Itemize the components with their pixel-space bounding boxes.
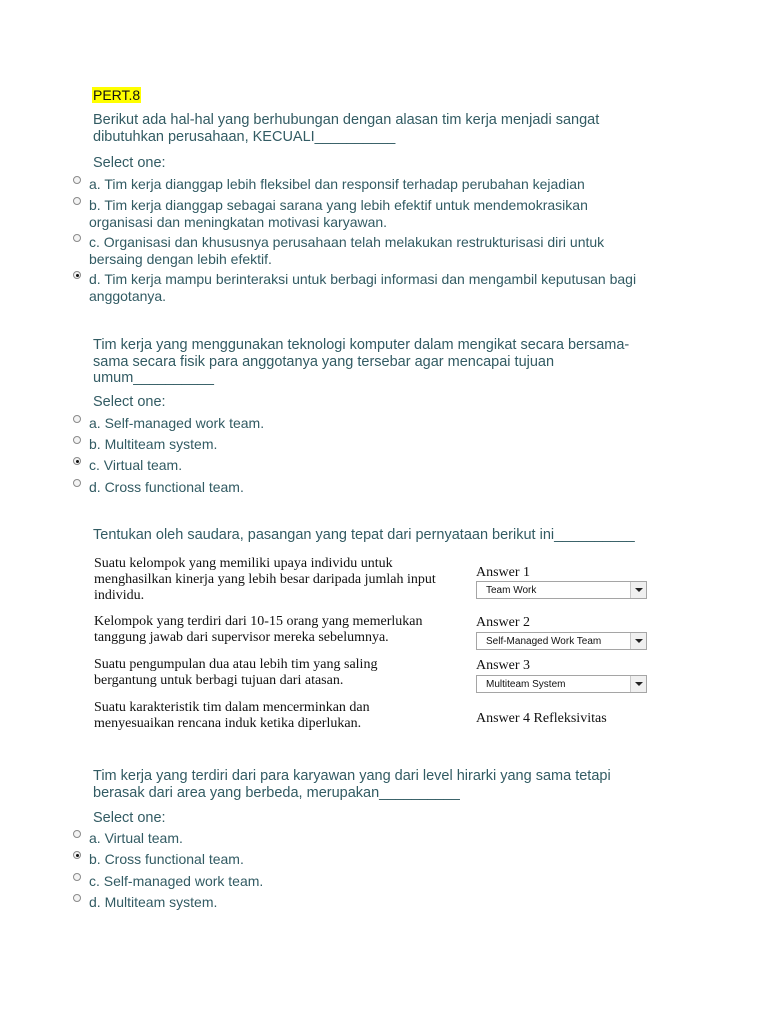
question-2-text	[93, 337, 629, 387]
option-line: c. Organisasi dan khususnya perusahaan telah melakukan restrukturisasi diri untuk	[89, 234, 605, 250]
option-line: bersaing dengan lebih efektif.	[89, 250, 272, 267]
radio-q2-d[interactable]	[73, 479, 81, 487]
select-one-label: Select one:	[93, 394, 166, 410]
answer-3-value: Multiteam System	[486, 679, 566, 690]
option-line: anggotanya.	[89, 287, 167, 304]
option-q2-c[interactable]: c. Virtual team.	[89, 457, 183, 473]
statement-line: tanggung jawab dari supervisor mereka sebelumnya.	[94, 630, 389, 645]
option-q2-d[interactable]: d. Cross functional team.	[89, 479, 244, 495]
option-q4-a[interactable]: a. Virtual team.	[89, 830, 183, 846]
radio-q1-c[interactable]	[73, 234, 81, 242]
pert-label: PERT.8	[93, 87, 141, 103]
page-heading	[92, 87, 141, 105]
statement-line: menghasilkan kinerja yang lebih besar daripada jumlah input	[94, 572, 436, 587]
option-q1-d[interactable]	[89, 271, 636, 304]
statement-3	[94, 657, 377, 689]
select-one-label: Select one:	[93, 810, 166, 826]
question-1-text	[93, 112, 599, 145]
question-line: Tim kerja yang terdiri dari para karyawan yang dari level hirarki yang sama tetapi	[93, 768, 611, 784]
question-4-text	[93, 768, 611, 801]
chevron-down-icon[interactable]	[630, 676, 646, 692]
chevron-down-icon[interactable]	[630, 633, 646, 649]
statement-line: bergantung untuk berbagi tujuan dari atasan.	[94, 673, 344, 688]
answer-3-dropdown[interactable]	[476, 675, 647, 693]
radio-q4-c[interactable]	[73, 873, 81, 881]
question-line: umum__________	[93, 370, 214, 386]
option-q4-c[interactable]: c. Self-managed work team.	[89, 873, 264, 889]
statement-4	[94, 700, 370, 732]
option-q1-b[interactable]	[89, 197, 588, 230]
option-line: d. Tim kerja mampu berinteraksi untuk berbagi informasi dan mengambil keputusan bagi	[89, 271, 637, 287]
radio-q2-b[interactable]	[73, 436, 81, 444]
answer-1-dropdown[interactable]	[476, 581, 647, 599]
radio-q2-c-selected[interactable]	[73, 457, 81, 465]
statement-line: individu.	[94, 588, 145, 603]
radio-q4-d[interactable]	[73, 894, 81, 902]
option-line: organisasi dan meningkatan motivasi karyawan.	[89, 213, 388, 230]
radio-q4-b-selected[interactable]	[73, 851, 81, 859]
option-q2-b[interactable]: b. Multiteam system.	[89, 436, 218, 452]
answer-3-label: Answer 3	[476, 658, 531, 673]
answer-2-value: Self-Managed Work Team	[486, 636, 602, 647]
radio-q1-b[interactable]	[73, 197, 81, 205]
chevron-down-icon[interactable]	[630, 582, 646, 598]
option-q1-a[interactable]	[89, 176, 585, 193]
radio-q1-a[interactable]	[73, 176, 81, 184]
option-q4-d[interactable]: d. Multiteam system.	[89, 894, 218, 910]
statement-line: Suatu kelompok yang memiliki upaya individu untuk	[94, 556, 393, 571]
answer-4-label: Answer 4 Refleksivitas	[476, 711, 607, 726]
answer-2-label: Answer 2	[476, 615, 531, 630]
statement-line: menyesuaikan rencana induk ketika diperlukan.	[94, 716, 362, 731]
option-q4-b[interactable]: b. Cross functional team.	[89, 851, 244, 867]
radio-q2-a[interactable]	[73, 415, 81, 423]
question-line: dibutuhkan perusahaan, KECUALI__________	[93, 128, 396, 145]
answer-2-dropdown[interactable]	[476, 632, 647, 650]
question-3-text: Tentukan oleh saudara, pasangan yang tepat dari pernyataan berikut ini__________	[93, 527, 635, 543]
statement-line: Kelompok yang terdiri dari 10-15 orang yang memerlukan	[94, 614, 423, 629]
question-line: Berikut ada hal-hal yang berhubungan dengan alasan tim kerja menjadi sangat	[93, 112, 600, 128]
answer-1-value: Team Work	[486, 585, 537, 596]
answer-1-label: Answer 1	[476, 565, 531, 580]
select-one-label: Select one:	[93, 155, 166, 171]
question-line: berasak dari area yang berbeda, merupakan__________	[93, 784, 460, 801]
option-q1-c[interactable]	[89, 234, 604, 267]
option-line: b. Tim kerja dianggap sebagai sarana yang lebih efektif untuk mendemokrasikan	[89, 197, 588, 213]
statement-line: Suatu pengumpulan dua atau lebih tim yang saling	[94, 657, 378, 672]
option-line: a. Tim kerja dianggap lebih fleksibel dan responsif terhadap perubahan kejadian	[89, 176, 585, 192]
radio-q1-d-selected[interactable]	[73, 271, 81, 279]
statement-1	[94, 556, 436, 604]
question-line: Tim kerja yang menggunakan teknologi komputer dalam mengikat secara bersama-	[93, 337, 630, 353]
radio-q4-a[interactable]	[73, 830, 81, 838]
question-line: sama secara fisik para anggotanya yang tersebar agar mencapai tujuan	[93, 353, 555, 370]
statement-2	[94, 614, 423, 646]
statement-line: Suatu karakteristik tim dalam mencerminkan dan	[94, 700, 370, 715]
option-q2-a[interactable]: a. Self-managed work team.	[89, 415, 265, 431]
